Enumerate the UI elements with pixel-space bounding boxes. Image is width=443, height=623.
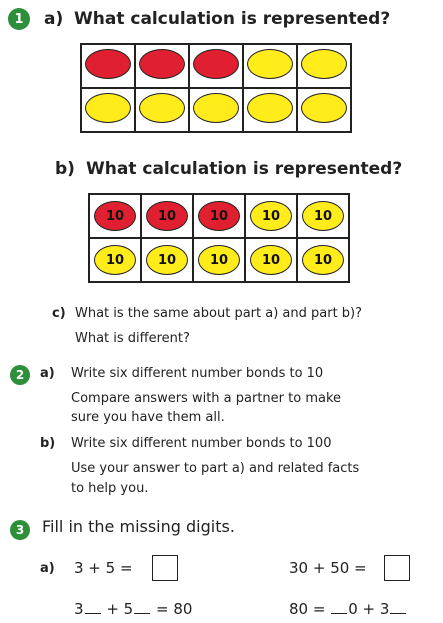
yellow-counter: 10 — [250, 201, 292, 231]
eq3-part-a: 3 — [74, 600, 84, 618]
frame-b-cell — [141, 194, 193, 238]
frame-b-cell — [89, 238, 141, 282]
yellow-counter — [193, 93, 239, 123]
question-2-badge: 2 — [10, 365, 30, 385]
frame-a-cell — [189, 44, 243, 88]
equation-4 — [289, 600, 407, 618]
yellow-counter — [301, 93, 347, 123]
frame-b-cell — [297, 238, 349, 282]
yellow-counter: 10 — [94, 245, 136, 275]
yellow-counter: 10 — [302, 245, 344, 275]
eq3-part-c: = 80 — [156, 600, 193, 618]
eq4-part-a: 80 = — [289, 600, 326, 618]
q1c-line1: What is the same about part a) and part b)? — [75, 306, 363, 321]
equation-3 — [74, 600, 192, 618]
red-counter — [193, 49, 239, 79]
q2b-line1: Write six different number bonds to 100 — [71, 436, 332, 451]
q1a-prompt: What calculation is represented? — [74, 9, 391, 29]
frame-b-cell — [245, 194, 297, 238]
q2a-line1: Write six different number bonds to 10 — [71, 366, 324, 381]
frame-a-cell — [135, 44, 189, 88]
frame-b-cell — [89, 194, 141, 238]
yellow-counter — [247, 49, 293, 79]
frame-a-cell — [243, 88, 297, 132]
frame-b-cell — [193, 194, 245, 238]
yellow-counter: 10 — [302, 201, 344, 231]
question-3-badge: 3 — [10, 520, 30, 540]
eq3-blank-2[interactable] — [134, 601, 150, 614]
q2b-line3: to help you. — [71, 481, 149, 496]
eq4-blank-1[interactable] — [331, 601, 347, 614]
yellow-counter: 10 — [146, 245, 188, 275]
q1a-label: a) — [44, 9, 64, 29]
q2a-line3: sure you have them all. — [71, 410, 225, 425]
q3a-label: a) — [40, 561, 55, 576]
red-counter — [139, 49, 185, 79]
ten-frame-a — [80, 43, 352, 133]
yellow-counter — [301, 49, 347, 79]
yellow-counter — [247, 93, 293, 123]
eq3-part-b: + 5 — [106, 600, 134, 618]
frame-b-cell — [297, 194, 349, 238]
frame-a-cell — [189, 88, 243, 132]
eq4-part-b: 0 + 3 — [348, 600, 390, 618]
ten-frame-b — [88, 193, 350, 283]
red-counter: 10 — [198, 201, 240, 231]
question-1-badge: 1 — [8, 8, 30, 30]
frame-a-cell — [135, 88, 189, 132]
red-counter: 10 — [146, 201, 188, 231]
q1c-line2: What is different? — [75, 331, 190, 346]
red-counter: 10 — [94, 201, 136, 231]
q1c-label: c) — [52, 306, 66, 321]
equation-1: 3 + 5 = — [74, 559, 133, 577]
red-counter — [85, 49, 131, 79]
frame-a-cell — [243, 44, 297, 88]
yellow-counter — [139, 93, 185, 123]
yellow-counter — [85, 93, 131, 123]
yellow-counter: 10 — [198, 245, 240, 275]
frame-a-cell — [297, 88, 351, 132]
q1b-prompt: What calculation is represented? — [86, 159, 403, 179]
answer-box-2[interactable] — [384, 555, 410, 581]
yellow-counter: 10 — [250, 245, 292, 275]
frame-a-cell — [297, 44, 351, 88]
q3-title: Fill in the missing digits. — [42, 517, 235, 536]
q1b-label: b) — [55, 159, 75, 179]
frame-b-cell — [141, 238, 193, 282]
equation-2: 30 + 50 = — [289, 559, 367, 577]
frame-a-cell — [81, 44, 135, 88]
q2a-line2: Compare answers with a partner to make — [71, 391, 342, 406]
frame-b-cell — [193, 238, 245, 282]
q2b-line2: Use your answer to part a) and related facts — [71, 461, 360, 476]
answer-box-1[interactable] — [152, 555, 178, 581]
frame-b-cell — [245, 238, 297, 282]
q2b-label: b) — [40, 436, 56, 451]
eq4-blank-2[interactable] — [390, 601, 406, 614]
eq3-blank-1[interactable] — [85, 601, 101, 614]
q2a-label: a) — [40, 366, 55, 381]
frame-a-cell — [81, 88, 135, 132]
